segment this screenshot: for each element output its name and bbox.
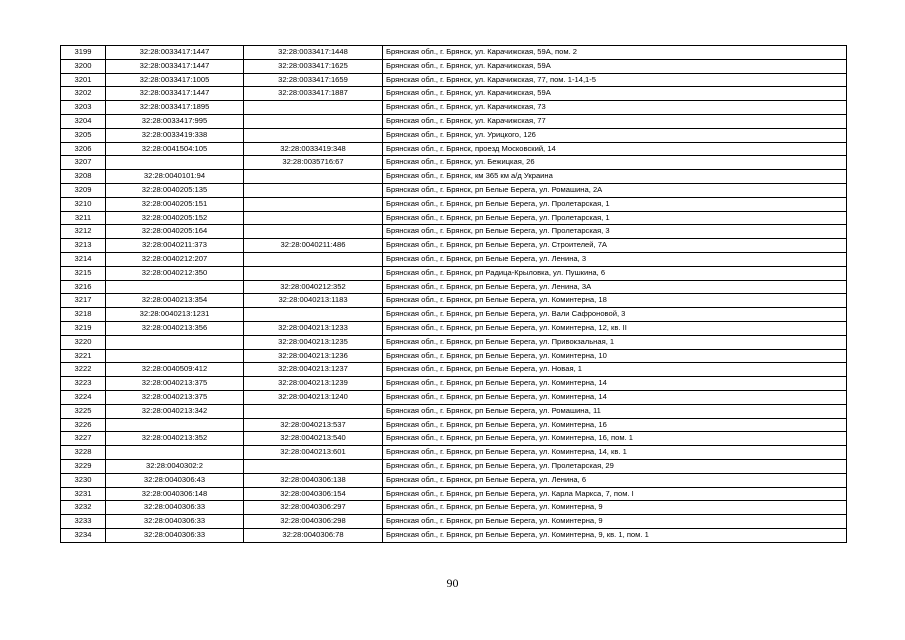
related-cadastral-number-cell — [244, 197, 383, 211]
cadastral-number-cell: 32:28:0040101:94 — [106, 170, 244, 184]
related-cadastral-number-cell: 32:28:0040213:1237 — [244, 363, 383, 377]
cadastral-number-cell: 32:28:0040306:33 — [106, 501, 244, 515]
row-number-cell: 3219 — [61, 321, 106, 335]
address-cell: Брянская обл., г. Брянск, ул. Карачижская, 59А — [383, 87, 847, 101]
address-cell: Брянская обл., г. Брянск, рп Белые Берега, ул. Строителей, 7А — [383, 239, 847, 253]
address-cell: Брянская обл., г. Брянск, рп Белые Берега, ул. Привокзальная, 1 — [383, 335, 847, 349]
address-cell: Брянская обл., г. Брянск, рп Белые Берега, ул. Карла Маркса, 7, пом. I — [383, 487, 847, 501]
cadastral-number-cell: 32:28:0041504:105 — [106, 142, 244, 156]
table-row — [61, 156, 847, 170]
address-cell: Брянская обл., г. Брянск, рп Белые Берега, ул. Пролетарская, 1 — [383, 211, 847, 225]
property-table-body — [61, 46, 847, 543]
related-cadastral-number-cell — [244, 101, 383, 115]
cadastral-number-cell — [106, 335, 244, 349]
related-cadastral-number-cell: 32:28:0040306:138 — [244, 473, 383, 487]
table-row — [61, 266, 847, 280]
table-row — [61, 59, 847, 73]
table-row — [61, 363, 847, 377]
cadastral-number-cell: 32:28:0033417:1447 — [106, 46, 244, 60]
table-row — [61, 114, 847, 128]
row-number-cell: 3218 — [61, 308, 106, 322]
row-number-cell: 3204 — [61, 114, 106, 128]
row-number-cell: 3230 — [61, 473, 106, 487]
related-cadastral-number-cell — [244, 170, 383, 184]
address-cell: Брянская обл., г. Брянск, км 365 км а/д Украина — [383, 170, 847, 184]
row-number-cell: 3234 — [61, 528, 106, 542]
address-cell: Брянская обл., г. Брянск, рп Белые Берега, ул. Коминтерна, 10 — [383, 349, 847, 363]
table-row — [61, 377, 847, 391]
cadastral-number-cell: 32:28:0040213:375 — [106, 377, 244, 391]
address-cell: Брянская обл., г. Брянск, проезд Московский, 14 — [383, 142, 847, 156]
row-number-cell: 3210 — [61, 197, 106, 211]
row-number-cell: 3202 — [61, 87, 106, 101]
cadastral-number-cell: 32:28:0040302:2 — [106, 459, 244, 473]
related-cadastral-number-cell: 32:28:0033417:1659 — [244, 73, 383, 87]
address-cell: Брянская обл., г. Брянск, ул. Карачижская, 77 — [383, 114, 847, 128]
cadastral-number-cell — [106, 280, 244, 294]
address-cell: Брянская обл., г. Брянск, рп Белые Берега, ул. Коминтерна, 12, кв. II — [383, 321, 847, 335]
table-row — [61, 446, 847, 460]
table-row — [61, 349, 847, 363]
table-row — [61, 487, 847, 501]
address-cell: Брянская обл., г. Брянск, рп Белые Берега, ул. Новая, 1 — [383, 363, 847, 377]
related-cadastral-number-cell: 32:28:0040213:1239 — [244, 377, 383, 391]
cadastral-number-cell: 32:28:0040211:373 — [106, 239, 244, 253]
cadastral-number-cell: 32:28:0040306:33 — [106, 515, 244, 529]
address-cell: Брянская обл., г. Брянск, рп Белые Берега, ул. Коминтерна, 14 — [383, 377, 847, 391]
row-number-cell: 3212 — [61, 225, 106, 239]
cadastral-number-cell — [106, 446, 244, 460]
row-number-cell: 3226 — [61, 418, 106, 432]
cadastral-number-cell: 32:28:0040306:43 — [106, 473, 244, 487]
row-number-cell: 3211 — [61, 211, 106, 225]
cadastral-number-cell: 32:28:0040213:352 — [106, 432, 244, 446]
row-number-cell: 3199 — [61, 46, 106, 60]
cadastral-number-cell: 32:28:0040212:207 — [106, 252, 244, 266]
address-cell: Брянская обл., г. Брянск, ул. Карачижская, 59А, пом. 2 — [383, 46, 847, 60]
row-number-cell: 3217 — [61, 294, 106, 308]
table-row — [61, 225, 847, 239]
related-cadastral-number-cell: 32:28:0033417:1448 — [244, 46, 383, 60]
cadastral-number-cell: 32:28:0033417:995 — [106, 114, 244, 128]
cadastral-number-cell: 32:28:0033417:1447 — [106, 59, 244, 73]
row-number-cell: 3203 — [61, 101, 106, 115]
cadastral-number-cell: 32:28:0040213:356 — [106, 321, 244, 335]
cadastral-number-cell: 32:28:0040213:354 — [106, 294, 244, 308]
related-cadastral-number-cell — [244, 266, 383, 280]
page-number: 90 — [446, 576, 459, 590]
table-row — [61, 211, 847, 225]
related-cadastral-number-cell — [244, 404, 383, 418]
cadastral-number-cell: 32:28:0040212:350 — [106, 266, 244, 280]
address-cell: Брянская обл., г. Брянск, ул. Карачижская, 73 — [383, 101, 847, 115]
address-cell: Брянская обл., г. Брянск, рп Белые Берега, ул. Коминтерна, 9 — [383, 501, 847, 515]
table-row — [61, 252, 847, 266]
table-row — [61, 239, 847, 253]
property-table — [60, 45, 847, 543]
row-number-cell: 3201 — [61, 73, 106, 87]
related-cadastral-number-cell: 32:28:0040213:1236 — [244, 349, 383, 363]
table-row — [61, 321, 847, 335]
cadastral-number-cell: 32:28:0033417:1447 — [106, 87, 244, 101]
related-cadastral-number-cell — [244, 225, 383, 239]
related-cadastral-number-cell — [244, 128, 383, 142]
table-row — [61, 142, 847, 156]
row-number-cell: 3214 — [61, 252, 106, 266]
table-row — [61, 46, 847, 60]
related-cadastral-number-cell: 32:28:0040306:78 — [244, 528, 383, 542]
address-cell: Брянская обл., г. Брянск, ул. Урицкого, 126 — [383, 128, 847, 142]
row-number-cell: 3227 — [61, 432, 106, 446]
cadastral-number-cell — [106, 418, 244, 432]
related-cadastral-number-cell — [244, 308, 383, 322]
related-cadastral-number-cell: 32:28:0040213:540 — [244, 432, 383, 446]
address-cell: Брянская обл., г. Брянск, ул. Карачижская, 59А — [383, 59, 847, 73]
cadastral-number-cell: 32:28:0033417:1005 — [106, 73, 244, 87]
row-number-cell: 3206 — [61, 142, 106, 156]
address-cell: Брянская обл., г. Брянск, рп Белые Берега, ул. Пролетарская, 1 — [383, 197, 847, 211]
table-row — [61, 528, 847, 542]
related-cadastral-number-cell: 32:28:0040213:1240 — [244, 390, 383, 404]
address-cell: Брянская обл., г. Брянск, рп Белые Берега, ул. Вали Сафроновой, 3 — [383, 308, 847, 322]
related-cadastral-number-cell: 32:28:0033417:1887 — [244, 87, 383, 101]
table-row — [61, 404, 847, 418]
related-cadastral-number-cell: 32:28:0040306:297 — [244, 501, 383, 515]
cadastral-number-cell: 32:28:0040205:135 — [106, 183, 244, 197]
row-number-cell: 3220 — [61, 335, 106, 349]
related-cadastral-number-cell — [244, 459, 383, 473]
address-cell: Брянская обл., г. Брянск, рп Белые Берега, ул. Коминтерна, 14, кв. 1 — [383, 446, 847, 460]
cadastral-number-cell: 32:28:0040213:375 — [106, 390, 244, 404]
related-cadastral-number-cell: 32:28:0040213:537 — [244, 418, 383, 432]
table-row — [61, 128, 847, 142]
related-cadastral-number-cell: 32:28:0033417:1625 — [244, 59, 383, 73]
table-row — [61, 197, 847, 211]
cadastral-number-cell: 32:28:0040205:152 — [106, 211, 244, 225]
cadastral-number-cell: 32:28:0040205:164 — [106, 225, 244, 239]
row-number-cell: 3215 — [61, 266, 106, 280]
table-row — [61, 280, 847, 294]
cadastral-number-cell: 32:28:0033419:338 — [106, 128, 244, 142]
table-row — [61, 501, 847, 515]
cadastral-number-cell — [106, 349, 244, 363]
related-cadastral-number-cell: 32:28:0040212:352 — [244, 280, 383, 294]
related-cadastral-number-cell: 32:28:0040306:298 — [244, 515, 383, 529]
related-cadastral-number-cell — [244, 114, 383, 128]
table-row — [61, 101, 847, 115]
related-cadastral-number-cell — [244, 211, 383, 225]
address-cell: Брянская обл., г. Брянск, рп Белые Берега, ул. Пролетарская, 29 — [383, 459, 847, 473]
row-number-cell: 3224 — [61, 390, 106, 404]
row-number-cell: 3213 — [61, 239, 106, 253]
cadastral-number-cell — [106, 156, 244, 170]
row-number-cell: 3233 — [61, 515, 106, 529]
related-cadastral-number-cell: 32:28:0040213:601 — [244, 446, 383, 460]
address-cell: Брянская обл., г. Брянск, рп Белые Берега, ул. Коминтерна, 9, кв. 1, пом. 1 — [383, 528, 847, 542]
address-cell: Брянская обл., г. Брянск, рп Белые Берега, ул. Пролетарская, 3 — [383, 225, 847, 239]
address-cell: Брянская обл., г. Брянск, рп Белые Берега, ул. Ленина, 3 — [383, 252, 847, 266]
cadastral-number-cell: 32:28:0040205:151 — [106, 197, 244, 211]
cadastral-number-cell: 32:28:0040213:1231 — [106, 308, 244, 322]
address-cell: Брянская обл., г. Брянск, рп Радица-Крыловка, ул. Пушкина, 6 — [383, 266, 847, 280]
address-cell: Брянская обл., г. Брянск, рп Белые Берега, ул. Коминтерна, 9 — [383, 515, 847, 529]
related-cadastral-number-cell: 32:28:0040213:1233 — [244, 321, 383, 335]
related-cadastral-number-cell: 32:28:0040306:154 — [244, 487, 383, 501]
table-row — [61, 294, 847, 308]
cadastral-number-cell: 32:28:0040306:148 — [106, 487, 244, 501]
address-cell: Брянская обл., г. Брянск, рп Белые Берега, ул. Ленина, 6 — [383, 473, 847, 487]
table-row — [61, 87, 847, 101]
row-number-cell: 3209 — [61, 183, 106, 197]
related-cadastral-number-cell: 32:28:0040213:1235 — [244, 335, 383, 349]
row-number-cell: 3231 — [61, 487, 106, 501]
row-number-cell: 3228 — [61, 446, 106, 460]
cadastral-number-cell: 32:28:0040509:412 — [106, 363, 244, 377]
row-number-cell: 3225 — [61, 404, 106, 418]
table-row — [61, 183, 847, 197]
address-cell: Брянская обл., г. Брянск, рп Белые Берега, ул. Коминтерна, 14 — [383, 390, 847, 404]
cadastral-number-cell: 32:28:0033417:1895 — [106, 101, 244, 115]
row-number-cell: 3221 — [61, 349, 106, 363]
table-row — [61, 170, 847, 184]
row-number-cell: 3207 — [61, 156, 106, 170]
address-cell: Брянская обл., г. Брянск, рп Белые Берега, ул. Коминтерна, 18 — [383, 294, 847, 308]
address-cell: Брянская обл., г. Брянск, рп Белые Берега, ул. Ромашина, 2А — [383, 183, 847, 197]
row-number-cell: 3232 — [61, 501, 106, 515]
address-cell: Брянская обл., г. Брянск, рп Белые Берега, ул. Коминтерна, 16 — [383, 418, 847, 432]
related-cadastral-number-cell — [244, 252, 383, 266]
row-number-cell: 3216 — [61, 280, 106, 294]
related-cadastral-number-cell: 32:28:0040213:1183 — [244, 294, 383, 308]
cadastral-number-cell: 32:28:0040306:33 — [106, 528, 244, 542]
table-row — [61, 459, 847, 473]
table-row — [61, 308, 847, 322]
address-cell: Брянская обл., г. Брянск, ул. Бежицкая, 26 — [383, 156, 847, 170]
table-row — [61, 73, 847, 87]
address-cell: Брянская обл., г. Брянск, рп Белые Берега, ул. Коминтерна, 16, пом. 1 — [383, 432, 847, 446]
related-cadastral-number-cell: 32:28:0040211:486 — [244, 239, 383, 253]
table-row — [61, 335, 847, 349]
table-row — [61, 418, 847, 432]
row-number-cell: 3208 — [61, 170, 106, 184]
related-cadastral-number-cell: 32:28:0033419:348 — [244, 142, 383, 156]
table-row — [61, 390, 847, 404]
row-number-cell: 3222 — [61, 363, 106, 377]
address-cell: Брянская обл., г. Брянск, рп Белые Берега, ул. Ромашина, 11 — [383, 404, 847, 418]
row-number-cell: 3223 — [61, 377, 106, 391]
row-number-cell: 3200 — [61, 59, 106, 73]
table-row — [61, 473, 847, 487]
table-row — [61, 515, 847, 529]
related-cadastral-number-cell: 32:28:0035716:67 — [244, 156, 383, 170]
row-number-cell: 3205 — [61, 128, 106, 142]
table-row — [61, 432, 847, 446]
row-number-cell: 3229 — [61, 459, 106, 473]
address-cell: Брянская обл., г. Брянск, ул. Карачижская, 77, пом. 1-14,1-5 — [383, 73, 847, 87]
cadastral-number-cell: 32:28:0040213:342 — [106, 404, 244, 418]
address-cell: Брянская обл., г. Брянск, рп Белые Берега, ул. Ленина, 3А — [383, 280, 847, 294]
related-cadastral-number-cell — [244, 183, 383, 197]
